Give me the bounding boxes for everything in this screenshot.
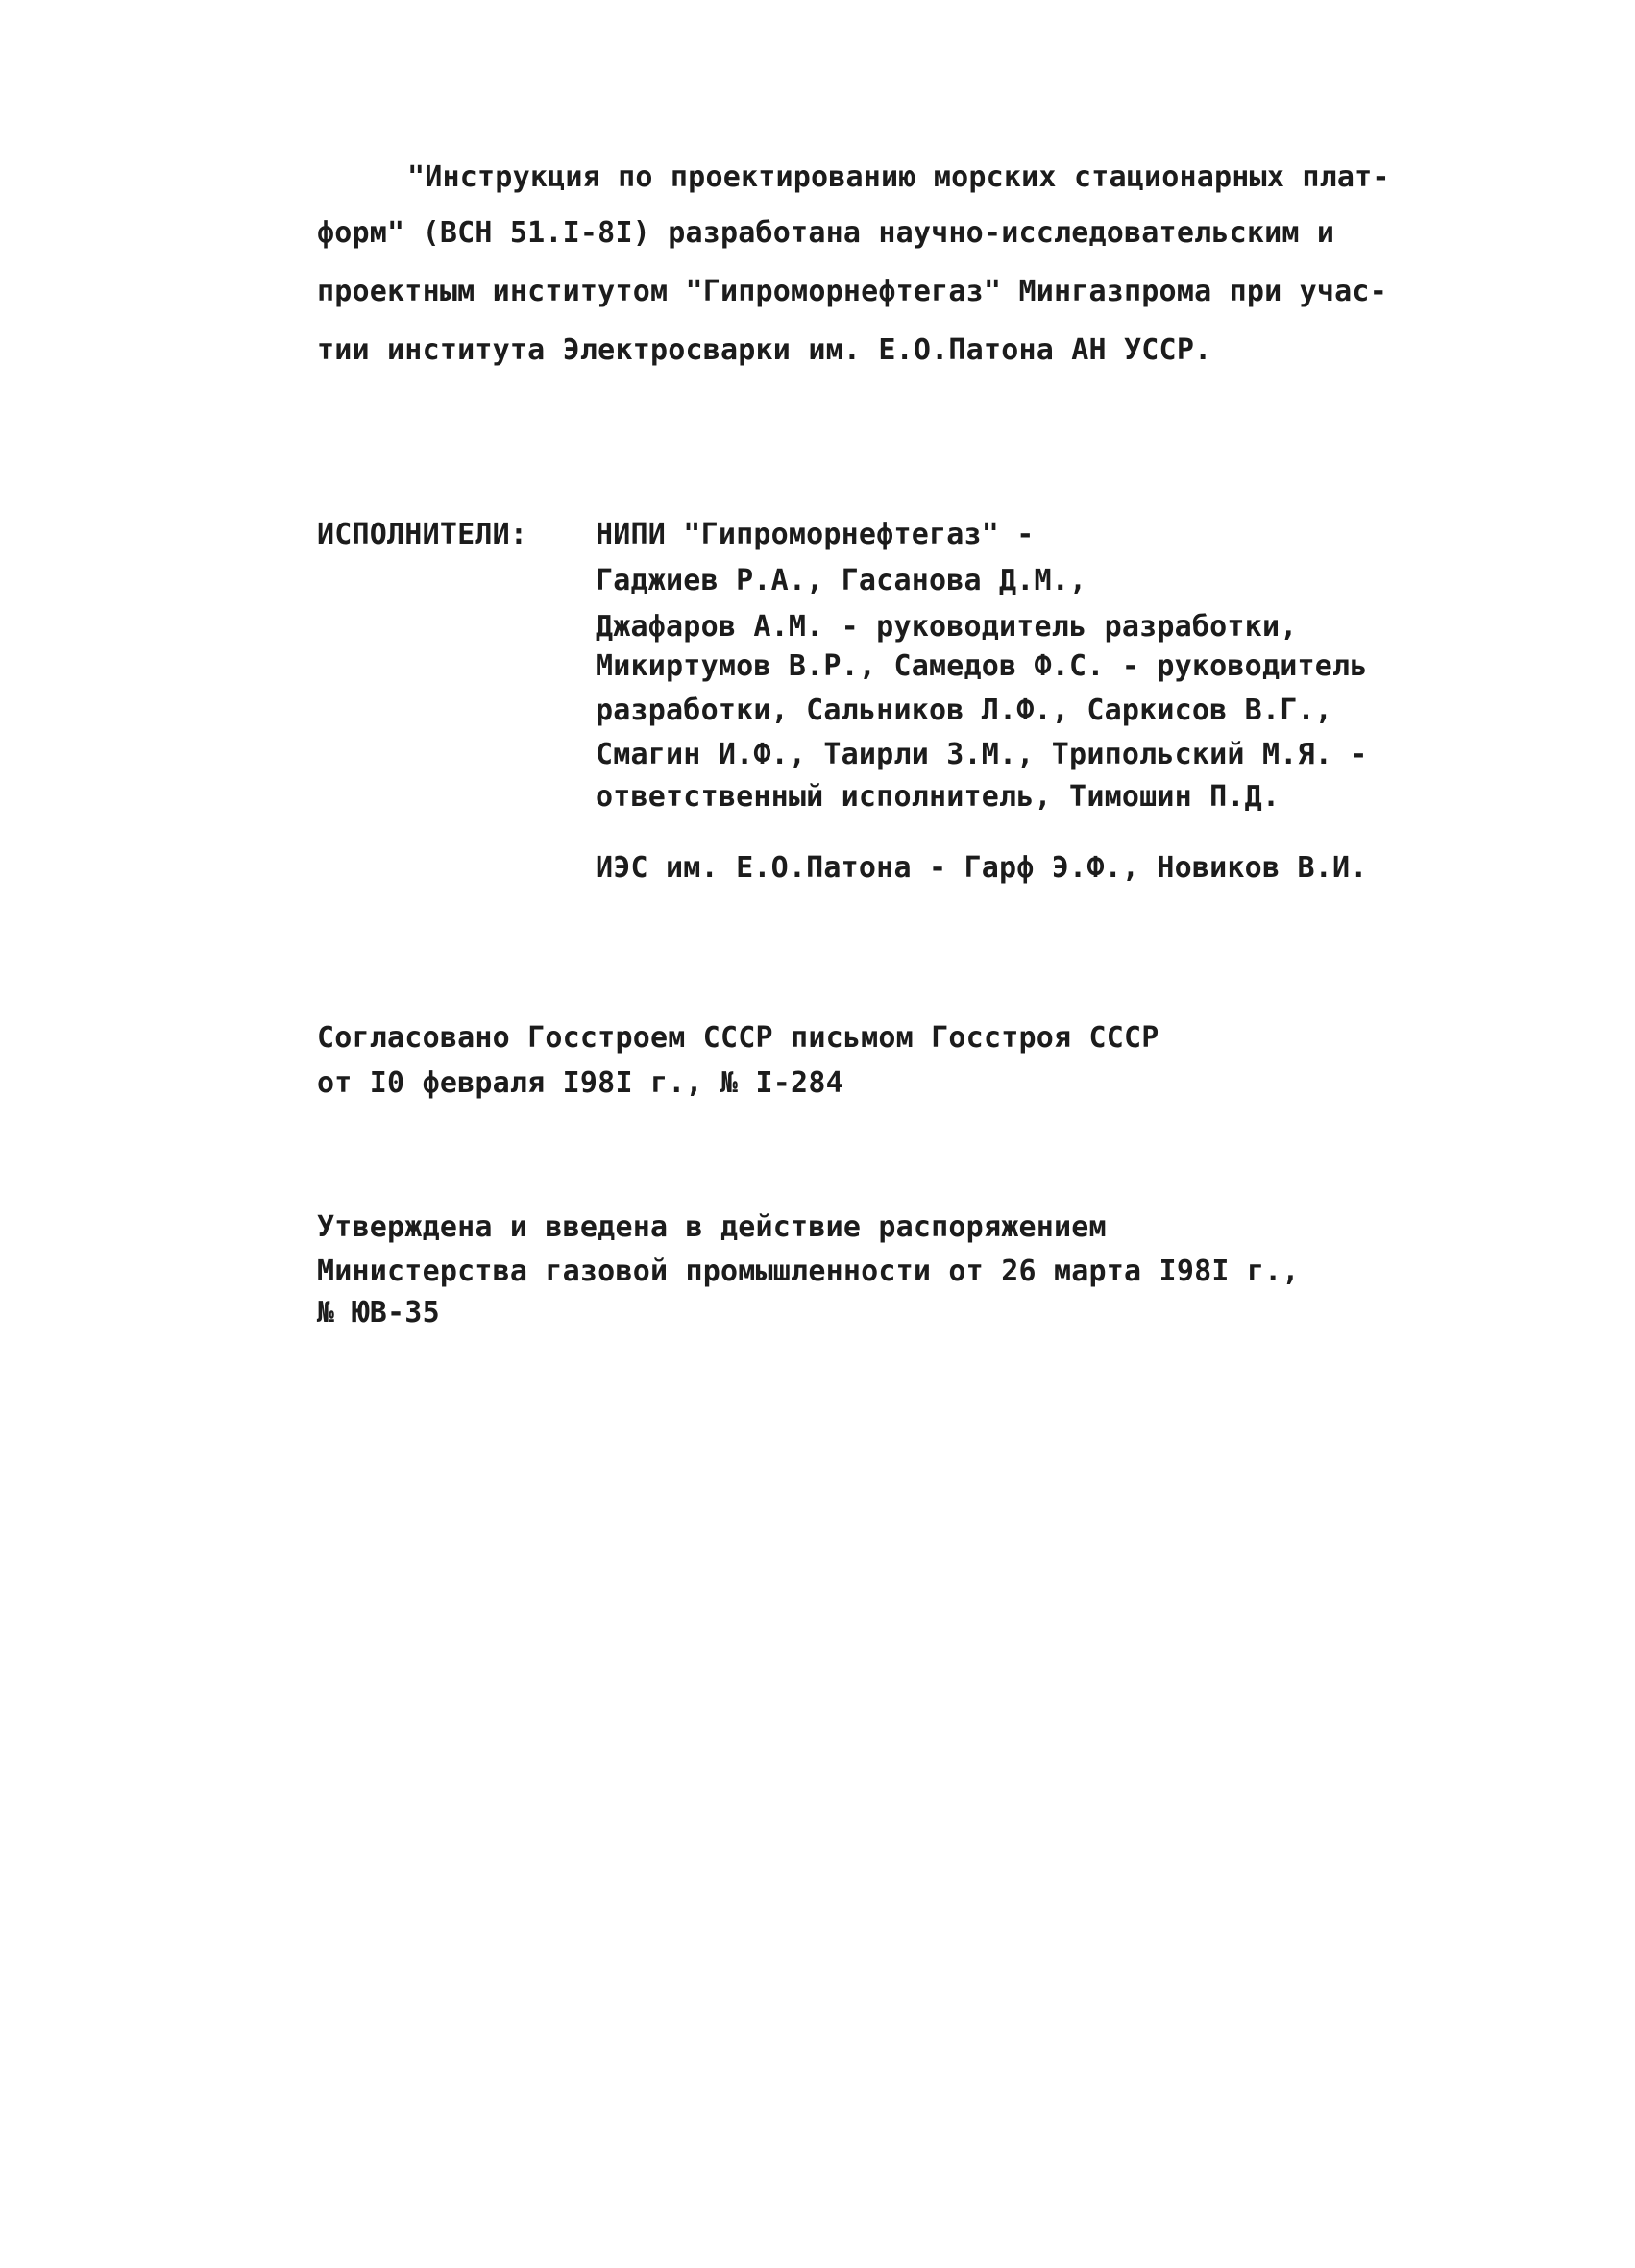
performers-line: Смагин И.Ф., Таирли З.М., Трипольский М.Я. - [596,738,1368,771]
approved-line: Министерства газовой промышленности от 26 марта I98I г., [317,1255,1300,1288]
performers-line: ответственный исполнитель, Тимошин П.Д. [596,780,1281,814]
approved-line: Утверждена и введена в действие распоряжением [317,1210,1107,1244]
performers-label: ИСПОЛНИТЕЛИ: [317,518,528,551]
intro-line: "Инструкция по проектированию морских стационарных плат- [407,160,1390,194]
performers-line: Джафаров А.М. - руководитель разработки, [596,610,1298,644]
intro-line: форм" (ВСН 51.I-8I) разработана научно-исследовательским и [317,216,1335,250]
approved-line: № ЮВ-35 [317,1296,440,1329]
performers-line: Микиртумов В.Р., Самедов Ф.С. - руководитель [596,649,1368,683]
intro-line: тии института Электросварки им. Е.О.Патона АН УССР. [317,333,1212,367]
performers-line: Гаджиев Р.А., Гасанова Д.М., [596,564,1087,597]
performers-line: разработки, Сальников Л.Ф., Саркисов В.Г., [596,694,1332,727]
performers-line: ИЭС им. Е.О.Патона - Гарф Э.Ф., Новиков В.И. [596,851,1368,885]
agreed-line: от I0 февраля I98I г., № I-284 [317,1066,843,1100]
agreed-line: Согласовано Госстроем СССР письмом Госстроя СССР [317,1021,1159,1055]
performers-line: НИПИ "Гипроморнефтегаз" - [596,518,1035,551]
intro-line: проектным институтом "Гипроморнефтегаз" Мингазпрома при учас- [317,275,1387,308]
